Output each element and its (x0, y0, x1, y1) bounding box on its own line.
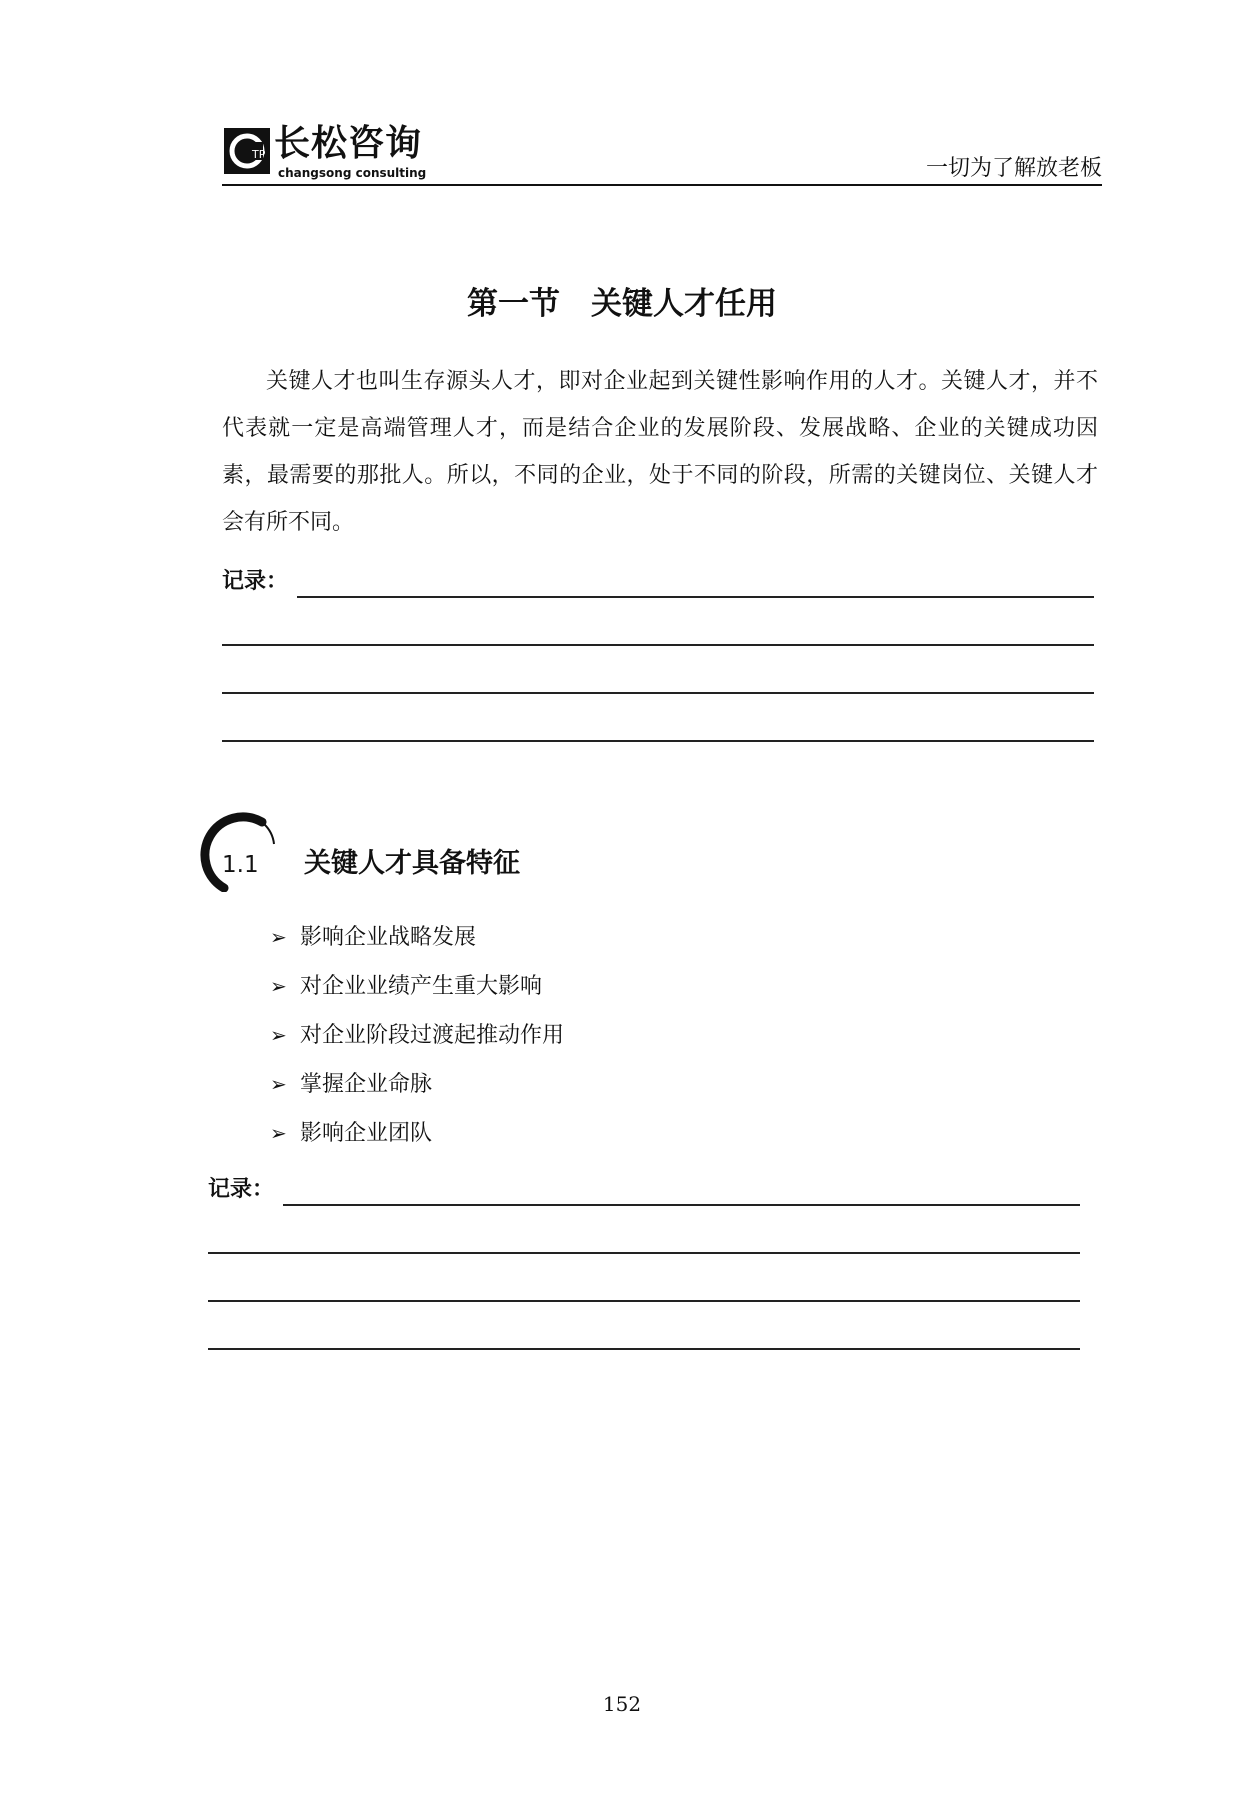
notes-line (208, 1252, 1080, 1254)
subsection-heading (200, 804, 700, 894)
subsection-number: 1.1 (222, 852, 259, 878)
notes-area-2 (208, 1176, 1088, 1356)
list-item-text: 掌握企业命脉 (300, 1072, 433, 1097)
notes-line (297, 596, 1094, 598)
notes-line (222, 740, 1094, 742)
logo-mark-icon (224, 128, 270, 174)
arrow-bullet-icon: ➢ (270, 1121, 287, 1145)
notes-line (222, 692, 1094, 694)
arrow-bullet-icon: ➢ (270, 1023, 287, 1047)
company-logo (222, 122, 432, 180)
list-item (270, 971, 564, 1020)
notes-line (208, 1348, 1080, 1350)
arrow-bullet-icon: ➢ (270, 974, 287, 998)
notes-line (222, 644, 1094, 646)
feature-list (270, 922, 564, 1167)
svg-text:TP: TP (252, 148, 266, 161)
heading-arc-icon (200, 804, 280, 892)
list-item-text: 影响企业团队 (300, 1121, 433, 1146)
arrow-bullet-icon: ➢ (270, 1072, 287, 1096)
list-item (270, 1118, 564, 1167)
notes-label: 记录： (208, 1176, 275, 1202)
page-header (222, 118, 1102, 184)
notes-line (283, 1204, 1080, 1206)
subsection-title: 关键人才具备特征 (304, 848, 520, 879)
list-item-text: 对企业业绩产生重大影响 (300, 974, 543, 999)
notes-line (208, 1300, 1080, 1302)
notes-area-1 (222, 568, 1102, 748)
list-item (270, 1020, 564, 1069)
list-item (270, 922, 564, 971)
section-paragraph: 关键人才也叫生存源头人才，即对企业起到关键性影响作用的人才。关键人才，并不代表就一定是高端管理人才，而是结合企业的发展阶段、发展战略、企业的关键成功因素，最需要的那批人。所以，不同的企业，处于不同的阶段，所需的关键岗位、关键人才会有所不同。 (222, 369, 1098, 535)
header-slogan: 一切为了解放老板 (925, 156, 1102, 181)
notes-label: 记录： (222, 568, 289, 594)
page-number: 152 (602, 1692, 642, 1716)
logo-english-name: changsong consulting (278, 166, 427, 180)
list-item-text: 影响企业战略发展 (300, 925, 477, 950)
list-item-text: 对企业阶段过渡起推动作用 (300, 1023, 565, 1048)
header-divider (222, 184, 1102, 186)
section-title: 第一节 关键人才任用 (467, 286, 777, 322)
logo-chinese-name: 长松咨询 (274, 123, 423, 164)
arrow-bullet-icon: ➢ (270, 925, 287, 949)
list-item (270, 1069, 564, 1118)
